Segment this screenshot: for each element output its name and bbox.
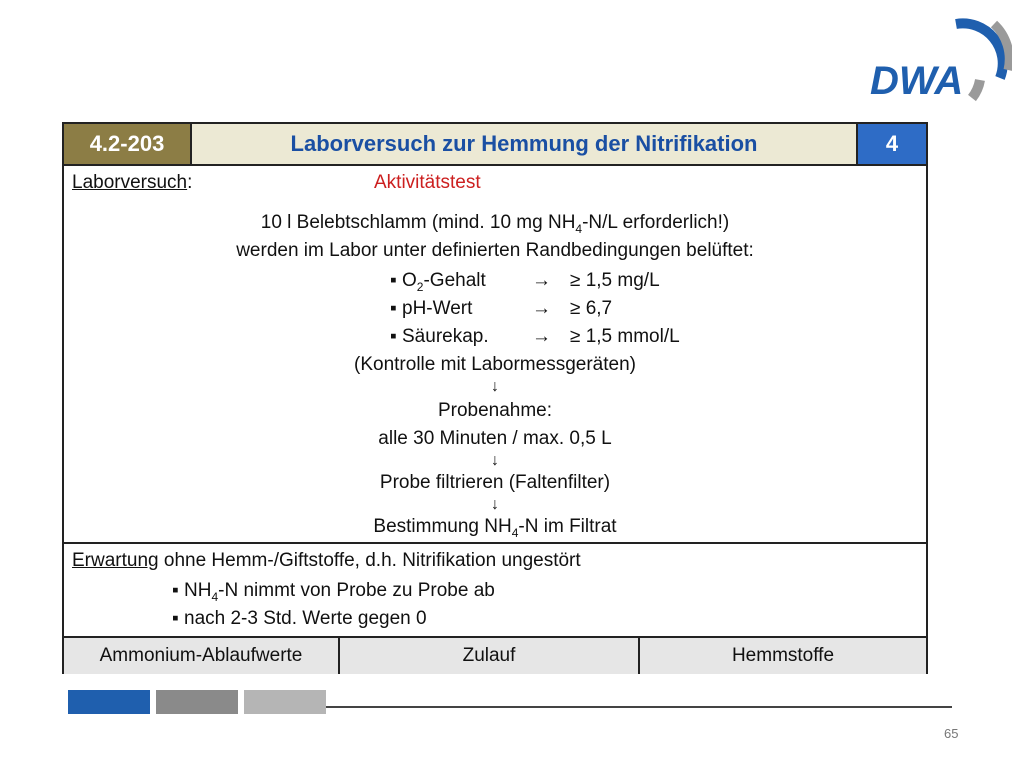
bullet-o2-sub: 2 bbox=[416, 279, 424, 294]
card-title: Laborversuch zur Hemmung der Nitrifikation bbox=[192, 124, 858, 164]
footer-cell-zulauf: Zulauf bbox=[340, 638, 640, 674]
expectation-bullet-1 bbox=[172, 580, 495, 604]
line1-sub: 4 bbox=[575, 221, 583, 236]
label-laborversuch: Laborversuch bbox=[72, 172, 188, 193]
bullet-ph-value: ≥ 6,7 bbox=[570, 298, 613, 319]
bullet-ph-pre: ▪ pH-Wert bbox=[390, 298, 473, 319]
bar-lightgray bbox=[244, 690, 326, 714]
line1 bbox=[64, 212, 926, 236]
bullet-ph bbox=[390, 298, 613, 320]
dwa-logo bbox=[868, 18, 1012, 104]
filter-step: Probe filtrieren (Faltenfilter) bbox=[379, 472, 611, 493]
section-code: 4.2-203 bbox=[64, 124, 192, 164]
expectation-line bbox=[72, 550, 581, 572]
sampling-title: Probenahme: bbox=[437, 400, 553, 421]
control-note: (Kontrolle mit Labormessgeräten) bbox=[354, 354, 636, 375]
bullet-o2-post: -Gehalt bbox=[423, 270, 486, 291]
page-number: 65 bbox=[944, 726, 959, 741]
determination-step bbox=[64, 516, 926, 540]
expectation-b1-pre: ▪ NH bbox=[172, 580, 212, 601]
arrow-right-icon: → bbox=[532, 326, 551, 347]
determination-pre: Bestimmung NH bbox=[373, 516, 512, 537]
footer-cell-ammonium: Ammonium-Ablaufwerte bbox=[64, 638, 340, 674]
bullet-o2 bbox=[390, 270, 660, 294]
arrow-right-icon: → bbox=[532, 270, 551, 291]
label-row bbox=[72, 172, 192, 194]
svg-text:DWA: DWA bbox=[870, 59, 964, 103]
line1-post: -N/L erforderlich!) bbox=[582, 212, 730, 233]
down-arrow-icon: ↓ bbox=[491, 452, 499, 469]
determination-sub: 4 bbox=[511, 525, 519, 540]
bar-gray bbox=[156, 690, 238, 714]
bullet-saeure bbox=[390, 326, 680, 348]
expectation-b1-sub: 4 bbox=[211, 589, 219, 604]
down-arrow-icon: ↓ bbox=[491, 378, 499, 395]
expectation-label: Erwartung bbox=[72, 550, 159, 571]
expectation-bullet-2: ▪ nach 2-3 Std. Werte gegen 0 bbox=[172, 608, 427, 629]
bullet-o2-pre: ▪ O bbox=[390, 270, 417, 291]
arrow-right-icon: → bbox=[532, 298, 551, 319]
label-colon: : bbox=[187, 172, 193, 193]
card-header bbox=[64, 124, 926, 166]
test-name: Aktivitätstest bbox=[374, 172, 481, 193]
card-footer bbox=[64, 638, 926, 674]
expectation-b1-post: -N nimmt von Probe zu Probe ab bbox=[218, 580, 495, 601]
footer-cell-hemmstoffe: Hemmstoffe bbox=[731, 645, 835, 666]
line2: werden im Labor unter definierten Randbedingungen belüftet: bbox=[236, 240, 754, 261]
bullet-saeure-value: ≥ 1,5 mmol/L bbox=[570, 326, 680, 347]
bullet-saeure-pre: ▪ Säurekap. bbox=[390, 326, 489, 347]
card-number: 4 bbox=[858, 124, 926, 164]
expectation-section bbox=[64, 544, 926, 638]
card bbox=[62, 122, 928, 674]
sampling-detail: alle 30 Minuten / max. 0,5 L bbox=[378, 428, 612, 449]
line1-pre: 10 l Belebtschlamm (mind. 10 mg NH bbox=[260, 212, 576, 233]
determination-post: -N im Filtrat bbox=[518, 516, 617, 537]
card-body bbox=[64, 166, 926, 544]
bar-blue bbox=[68, 690, 150, 714]
down-arrow-icon: ↓ bbox=[491, 496, 499, 513]
divider-line bbox=[326, 706, 952, 708]
expectation-text: ohne Hemm-/Giftstoffe, d.h. Nitrifikation ungestört bbox=[158, 550, 581, 571]
bullet-o2-value: ≥ 1,5 mg/L bbox=[570, 270, 660, 291]
